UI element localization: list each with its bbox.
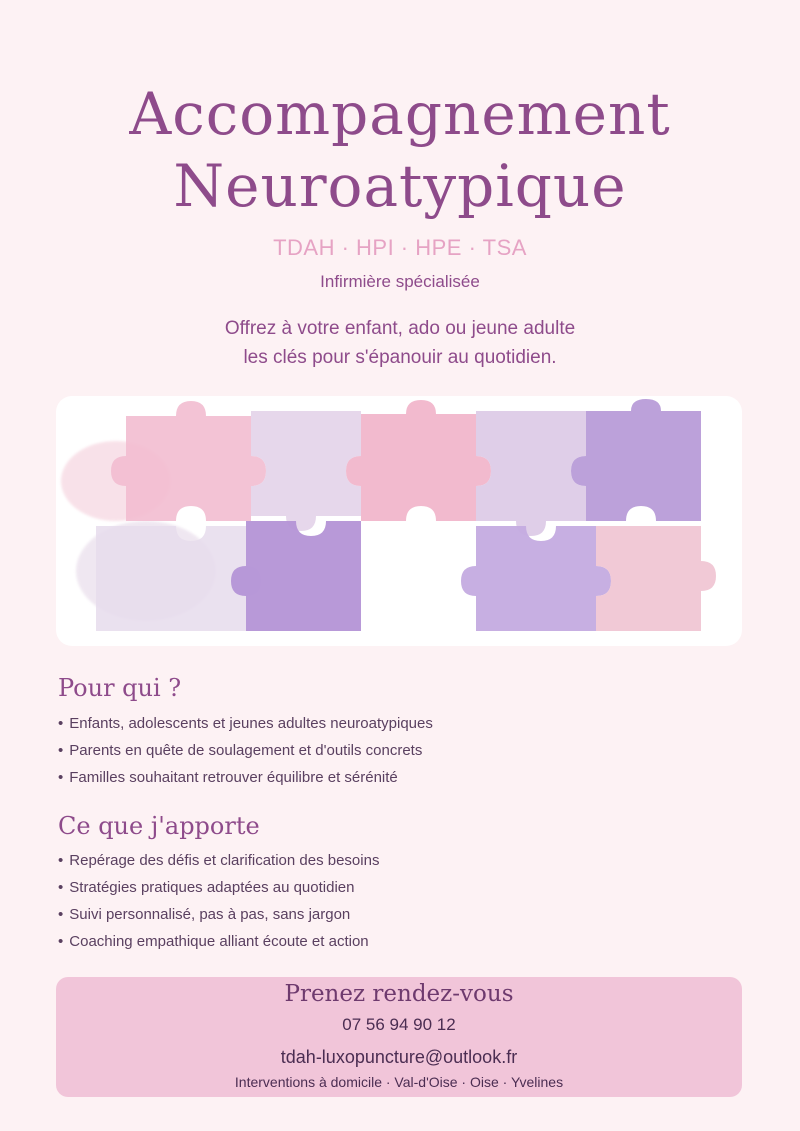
contact-box bbox=[56, 977, 742, 1097]
for-whom-list bbox=[58, 710, 433, 791]
tagline bbox=[0, 314, 800, 372]
puzzle-piece-purple-1 bbox=[571, 399, 701, 521]
list-item: • Familles souhaitant retrouver équilibre et sérénité bbox=[58, 764, 433, 791]
puzzle-piece-pink-1 bbox=[111, 401, 266, 521]
puzzle-piece-pink-3 bbox=[596, 526, 716, 631]
offer-list bbox=[58, 847, 379, 955]
puzzle-piece-lilac-1 bbox=[251, 411, 361, 531]
list-item: • Repérage des défis et clarification des besoins bbox=[58, 847, 379, 874]
tagline-line-1: Offrez à votre enfant, ado ou jeune adulte bbox=[224, 318, 576, 339]
offer-heading: Ce que j'apporte bbox=[58, 812, 260, 840]
for-whom-heading: Pour qui ? bbox=[58, 674, 182, 702]
puzzle-piece-lilac-2 bbox=[476, 411, 586, 536]
puzzle-piece-purple-2 bbox=[231, 521, 361, 631]
title-line-2: Neuroatypique bbox=[173, 152, 627, 220]
list-item: • Parents en quête de soulagement et d'outils concrets bbox=[58, 737, 433, 764]
list-item: • Enfants, adolescents et jeunes adultes neuroatypiques bbox=[58, 710, 433, 737]
specialty-tags: TDAH · HPI · HPE · TSA bbox=[273, 235, 527, 260]
tagline-line-2: les clés pour s'épanouir au quotidien. bbox=[243, 347, 557, 368]
title-line-1: Accompagnement bbox=[129, 80, 671, 148]
page-title bbox=[0, 78, 800, 222]
email-address[interactable]: tdah-luxopuncture@outlook.fr bbox=[280, 1047, 518, 1067]
list-item: • Suivi personnalisé, pas à pas, sans jargon bbox=[58, 901, 379, 928]
phone-number[interactable]: 07 56 94 90 12 bbox=[342, 1015, 456, 1034]
role-subtitle: Infirmière spécialisée bbox=[320, 272, 480, 291]
puzzle-piece-pink-2 bbox=[346, 400, 491, 521]
list-item: • Stratégies pratiques adaptées au quotidien bbox=[58, 874, 379, 901]
service-areas: Interventions à domicile · Val-d'Oise · Oise · Yvelines bbox=[234, 1074, 564, 1090]
list-item: • Coaching empathique alliant écoute et action bbox=[58, 928, 379, 955]
puzzle-piece-purple-3 bbox=[461, 526, 611, 631]
puzzle-image bbox=[56, 396, 742, 646]
contact-heading: Prenez rendez-vous bbox=[284, 981, 514, 1007]
puzzle-pieces-illustration bbox=[56, 396, 742, 646]
